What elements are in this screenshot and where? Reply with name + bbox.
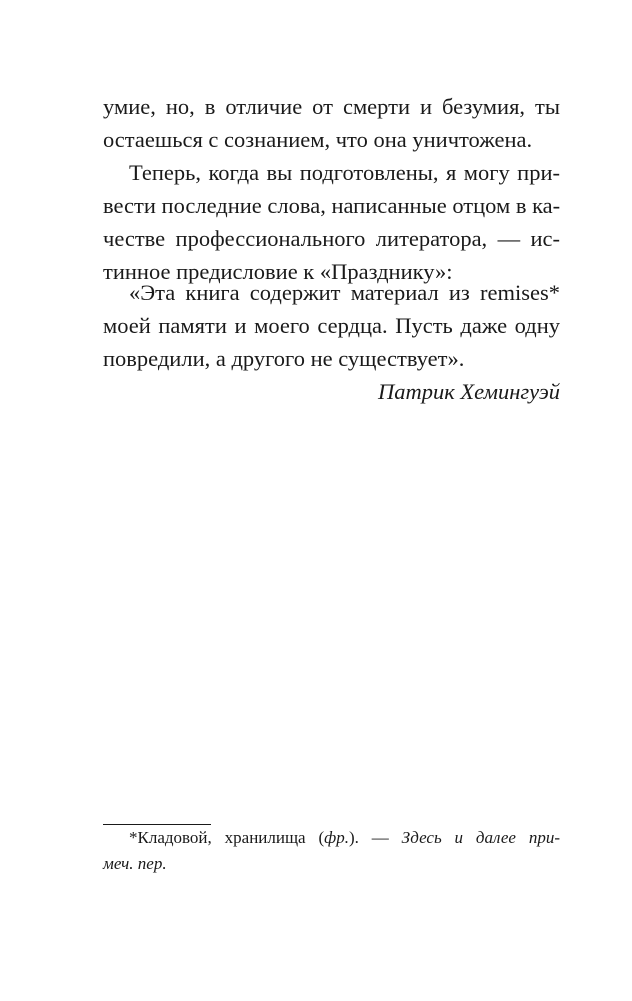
footnote-language-abbr: фр. [324,828,349,847]
paragraph-introduction [103,156,560,288]
quote-line: «Эта книга содержит материал из remises* [129,280,560,305]
quote-signature: Патрик Хемингуэй [378,379,560,404]
text-line: умие, но, в отличие от смерти и безумия, ты [103,94,560,119]
text-line: тинное предисловие к «Празднику»: [103,259,453,284]
text-line: честве профессионального литератора, — ис- [103,226,560,251]
footnote [103,825,560,877]
footnote-line [103,825,560,851]
paragraph-continuation [103,90,560,156]
footnote-line: меч. пер. [103,854,167,873]
text-line: вести последние слова, написанные отцом в ка- [103,193,561,218]
text-line: Теперь, когда вы подготовлены, я могу при- [129,160,560,185]
quote-line: повредили, а другого не существует». [103,346,465,371]
text-line: остаешься с сознанием, что она уничтожена. [103,127,533,152]
footnote-text: ). — [348,828,389,847]
quotation-block [103,276,560,408]
quote-line: моей памяти и моего сердца. Пусть даже одну [103,313,560,338]
footnote-note: Здесь и далее при- [401,828,560,847]
footnote-marker: * [129,828,138,847]
footnote-text: Кладовой, хранилища ( [137,828,325,847]
